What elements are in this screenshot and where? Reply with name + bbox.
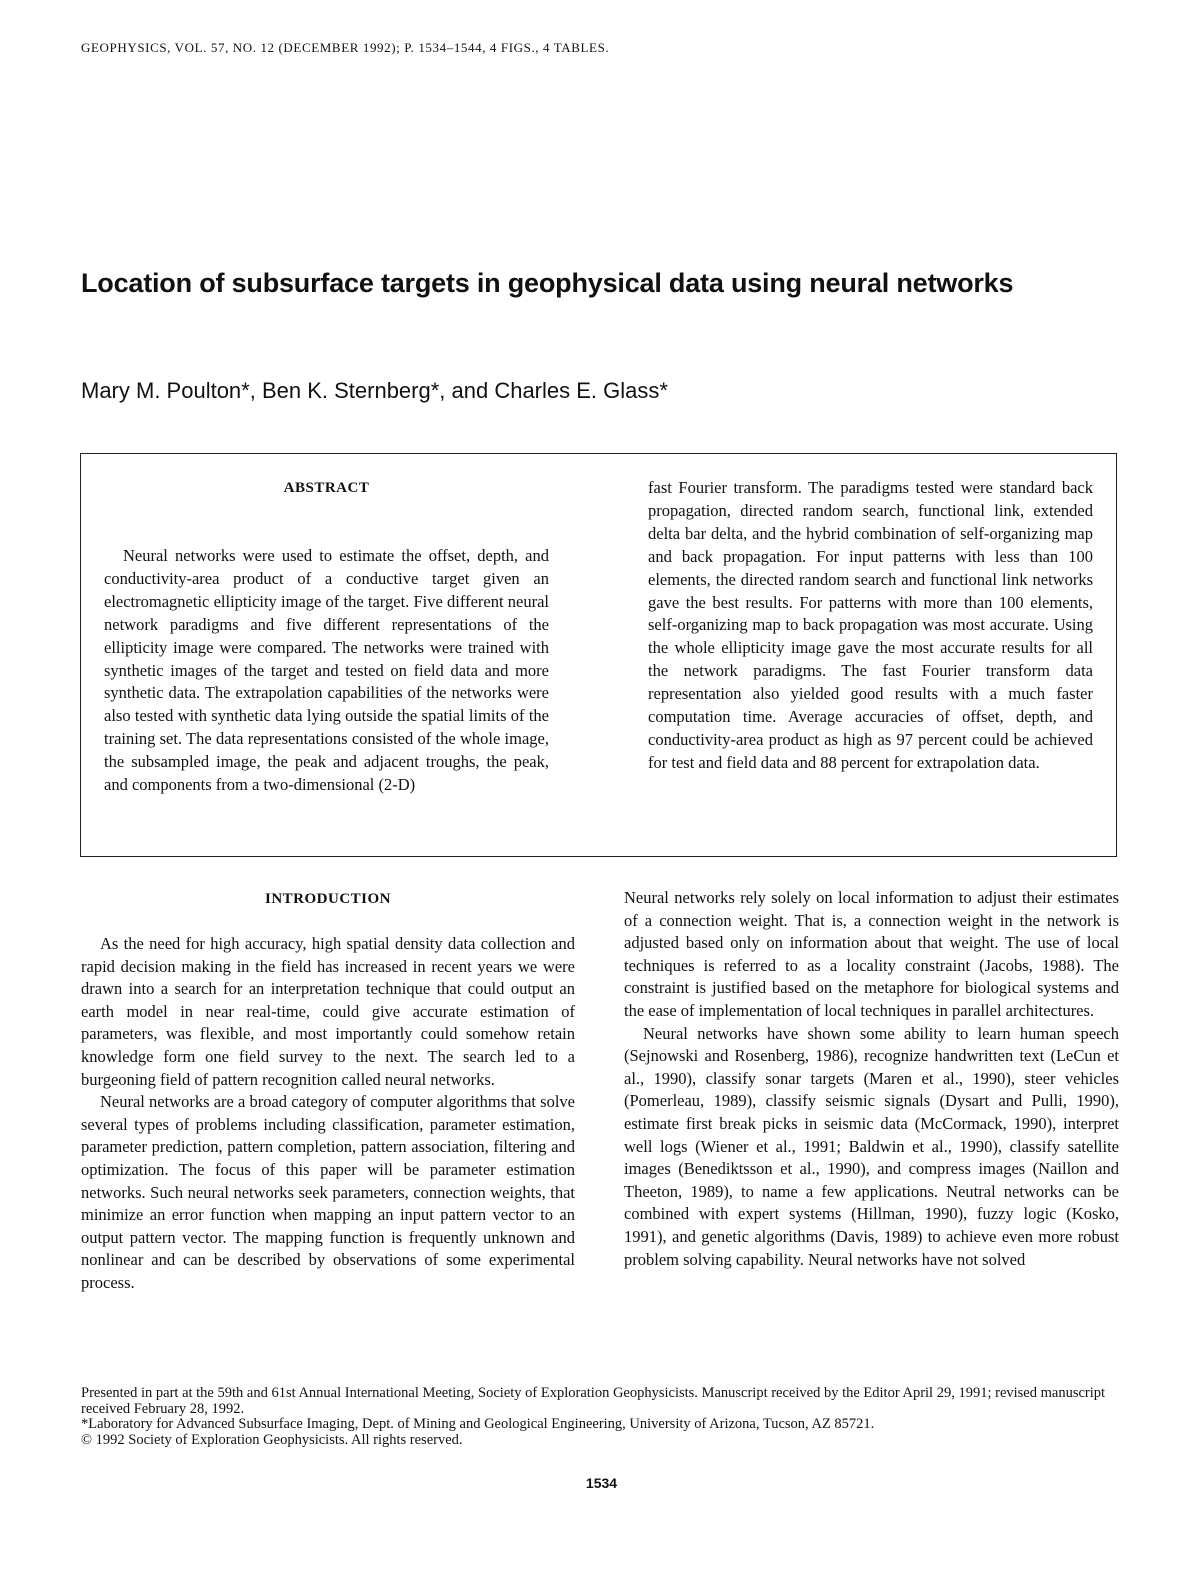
intro-right-column — [624, 887, 1119, 1271]
intro-paragraph: As the need for high accuracy, high spatial density data collection and rapid decision making in the field has increased in recent years we were drawn into a search for an interpretation technique that could output an earth model in near real-time, could give accurate estimation of parameters, was flexible, and most importantly could somehow retain knowledge form one field survey to the next. The search led to a burgeoning field of pattern recognition called neural networks. — [81, 934, 575, 1089]
intro-paragraph: Neural networks have shown some ability to learn human speech (Sejnowski and Rosenberg, 1986), recognize handwritten text (LeCun et al., 1990), classify sonar targets (Maren et al., 1990), steer vehicles (Pomerleau, 1989), classify seismic signals (Dysart and Pulli, 1990), estimate first break picks in seismic data (McCormack, 1990), interpret well logs (Wiener et al., 1991; Baldwin et al., 1990), classify satellite images (Benediktsson et al., 1990), and compress images (Naillon and Theeton, 1989), to name a few applications. Neutral networks can be combined with expert systems (Hillman, 1990), fuzzy logic (Kosko, 1991), and genetic algorithms (Davis, 1989) to achieve even more robust problem solving capability. Neural networks have not solved — [624, 1023, 1119, 1269]
paper-title: Location of subsurface targets in geophysical data using neural networks — [81, 268, 1014, 298]
abstract-text-right: fast Fourier transform. The paradigms tested were standard back propagation, directed random search, functional link, extended delta bar delta, and the hybrid combination of self-organizing map and back propagation. For input patterns with less than 100 elements, the directed random search and functional link networks gave the best results. For patterns with more than 100 elements, self-organizing map to back propagation was most accurate. Using the whole ellipticity image gave the most accurate results for all the network paradigms. The fast Fourier transform data representation also yielded good results with a much faster computation time. Average accuracies of offset, depth, and conductivity-area product as high as 97 percent could be achieved for test and field data and 88 percent for extrapolation data. — [648, 478, 1093, 772]
intro-paragraph: Neural networks are a broad category of computer algorithms that solve several types of problems including classification, parameter estimation, parameter prediction, pattern completion, pattern association, filtering and optimization. The focus of this paper will be parameter estimation networks. Such neural networks seek parameters, connection weights, that minimize an error function when mapping an input pattern vector to an output pattern vector. The mapping function is frequently unknown and nonlinear and can be described by observations of some experimental process. — [81, 1092, 575, 1292]
abstract-text-left: Neural networks were used to estimate the offset, depth, and conductivity-area product of a conductive target given an electromagnetic ellipticity image of the target. Five different neural network paradigms and five different representations of the ellipticity image were compared. The networks were trained with synthetic images of the target and tested on field data and more synthetic data. The extrapolation capabilities of the networks were also tested with synthetic data lying outside the spatial limits of the training set. The data representations consisted of the whole image, the subsampled image, the peak and adjacent troughs, the peak, and components from a two-dimensional (2-D) — [104, 546, 549, 795]
abstract-right-column — [648, 477, 1093, 775]
introduction-heading: INTRODUCTION — [264, 891, 391, 907]
abstract-left-column — [104, 477, 549, 797]
journal-header: GEOPHYSICS, VOL. 57, NO. 12 (DECEMBER 1992); P. 1534–1544, 4 FIGS., 4 TABLES. — [81, 40, 610, 55]
footnotes — [81, 1386, 1121, 1448]
footnote-presented: Presented in part at the 59th and 61st Annual International Meeting, Society of Exploration Geophysicists. Manuscript received by the Editor April 29, 1991; revised manuscript received February 28, 1992. — [81, 1385, 1106, 1417]
author-list: Mary M. Poulton*, Ben K. Sternberg*, and Charles E. Glass* — [81, 378, 668, 403]
abstract-box — [80, 453, 1117, 857]
intro-left-column — [81, 888, 575, 1295]
abstract-heading: ABSTRACT — [283, 480, 370, 496]
footnote-affiliation: *Laboratory for Advanced Subsurface Imaging, Dept. of Mining and Geological Engineering, University of Arizona, Tucson, AZ 85721. — [81, 1416, 875, 1432]
intro-paragraph: Neural networks rely solely on local information to adjust their estimates of a connection weight. That is, a connection weight in the network is adjusted based only on information about that weight. The use of local techniques is referred to as a locality constraint (Jacobs, 1988). The constraint is justified based on the metaphore for biological systems and the ease of implementation of local techniques in parallel architectures. — [624, 888, 1119, 1020]
page-number: 1534 — [585, 1475, 618, 1491]
footnote-copyright: © 1992 Society of Exploration Geophysicists. All rights reserved. — [81, 1431, 463, 1448]
